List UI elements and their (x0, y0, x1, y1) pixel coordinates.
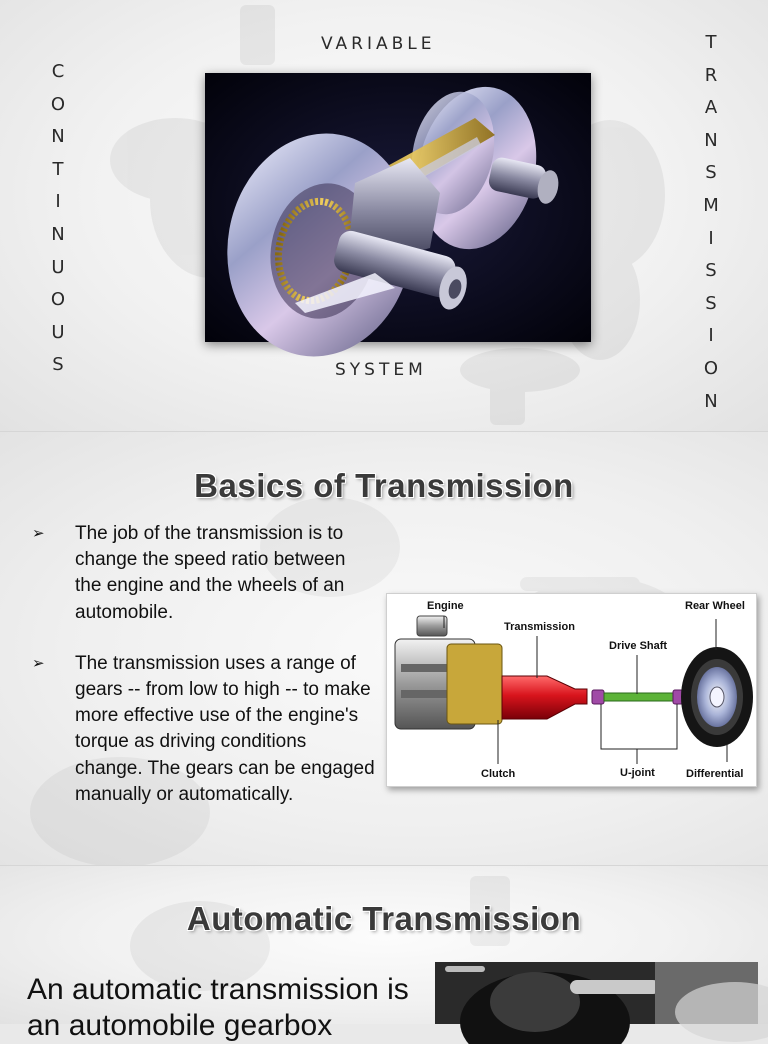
intro-paragraph: An automatic transmission is an automobile gearbox (27, 973, 409, 1042)
label-clutch: Clutch (481, 768, 516, 780)
label-engine: Engine (427, 600, 464, 612)
letter: T (705, 32, 717, 53)
title-word-system: SYSTEM (335, 360, 427, 380)
letter: S (705, 292, 717, 314)
label-transmission: Transmission (504, 621, 575, 633)
slide-cvt-title (0, 0, 768, 432)
letter: I (708, 227, 714, 249)
letter: N (704, 129, 718, 151)
label-u-joint: U-joint (620, 767, 655, 779)
title-word-variable: VARIABLE (321, 34, 436, 54)
label-rear-wheel: Rear Wheel (685, 600, 745, 612)
letter: U (51, 321, 65, 343)
bullet-arrow-icon: ➢ (32, 654, 45, 672)
letter: A (704, 97, 718, 119)
label-drive-shaft: Drive Shaft (609, 640, 668, 652)
letter: O (50, 93, 66, 115)
letter: S (705, 162, 717, 184)
slide-automatic-transmission (0, 866, 768, 1042)
letter: R (704, 64, 718, 86)
letter: I (55, 191, 61, 213)
bullet-text: The transmission uses a range of gears -- from low to high -- to make more effective use of the engine's torque as driving conditions change. The gears can be engaged manually or automatically. (75, 652, 375, 805)
letter: M (703, 194, 719, 216)
letter: N (704, 390, 718, 412)
letter: I (708, 325, 714, 347)
letter: N (51, 126, 65, 148)
letter: O (50, 289, 66, 311)
letter: T (52, 158, 64, 180)
letter: S (705, 260, 717, 282)
label-differential: Differential (686, 768, 744, 780)
bullet-list (32, 521, 377, 833)
gear-shifter-image (435, 962, 758, 1024)
letter: N (51, 223, 65, 245)
slide-title: Basics of Transmission (194, 467, 574, 504)
bullet-text: The job of the transmission is to change the speed ratio between the engine and the wheels of an automobile. (75, 523, 346, 623)
letter: S (52, 354, 64, 376)
slide-basics-of-transmission (0, 432, 768, 866)
slide-title: Automatic Transmission (186, 900, 582, 937)
engine-shape (395, 616, 502, 729)
vertical-word-continuous (48, 56, 68, 382)
list-item (32, 521, 377, 626)
drivetrain-diagram (386, 593, 757, 787)
letter: O (703, 357, 719, 379)
cvt-render-image (205, 73, 591, 342)
bullet-arrow-icon: ➢ (32, 525, 45, 542)
vertical-word-transmission (701, 27, 721, 418)
letter: U (51, 256, 65, 278)
letter: C (51, 61, 65, 82)
list-item (32, 651, 377, 808)
